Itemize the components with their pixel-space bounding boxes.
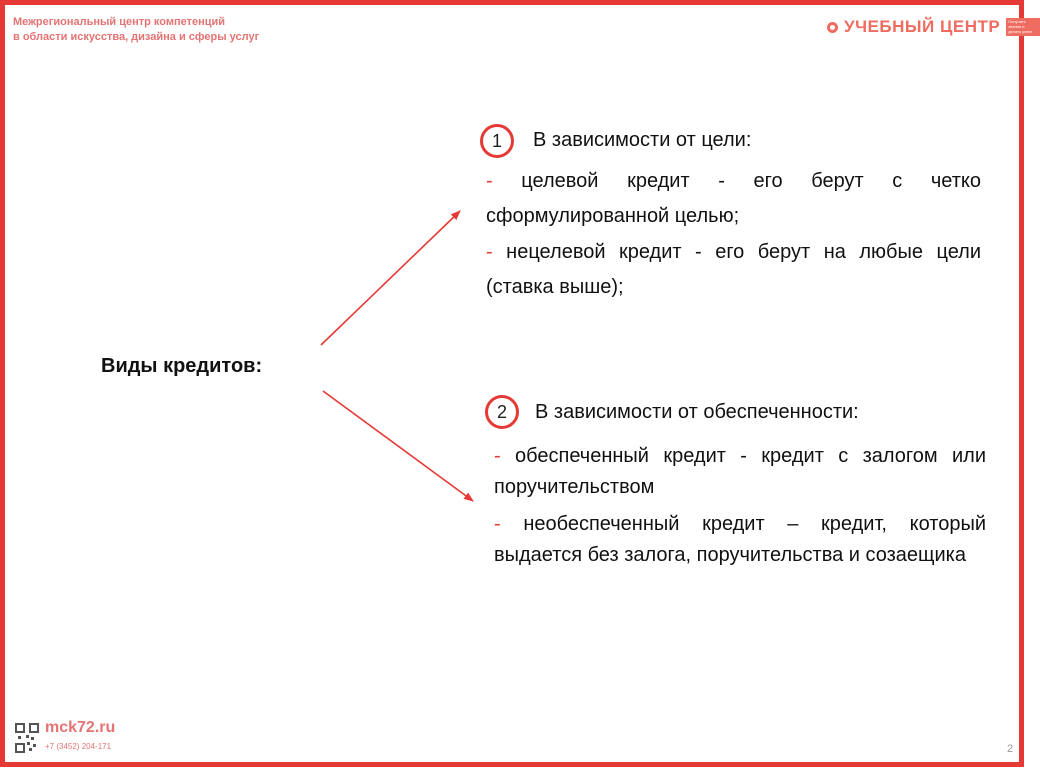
item-text: целевой кредит - его берут с четко сформулированной целью; bbox=[486, 170, 981, 227]
group-2-item-1 bbox=[494, 441, 986, 503]
page-title: Виды кредитов: bbox=[101, 355, 263, 377]
page-number: 2 bbox=[1007, 743, 1014, 755]
org-line-2: в области искусства, дизайна и сферы услуг bbox=[13, 31, 260, 43]
group-1-item-2 bbox=[486, 235, 981, 305]
item-text: обеспеченный кредит - кредит с залогом или поручительством bbox=[494, 445, 986, 498]
number-badge-2: 2 bbox=[485, 395, 519, 429]
arrows-diagram bbox=[5, 5, 1029, 772]
qr-code-icon bbox=[15, 723, 39, 753]
group-2-heading: В зависимости от обеспеченности: bbox=[535, 401, 859, 423]
group-2-item-2 bbox=[494, 509, 986, 571]
arrow-down bbox=[323, 391, 473, 501]
dash-marker: - bbox=[494, 445, 501, 467]
footer-phone: +7 (3452) 204-171 bbox=[45, 742, 112, 751]
footer-site: mck72.ru bbox=[45, 719, 116, 736]
dash-marker: - bbox=[486, 170, 493, 192]
arrow-up bbox=[321, 211, 460, 345]
brand-name: УЧЕБНЫЙ ЦЕНТР bbox=[844, 17, 1001, 36]
item-text: необеспеченный кредит – кредит, который выдается без залога, поручительства и созаещика bbox=[494, 513, 986, 566]
dash-marker: - bbox=[494, 513, 501, 535]
number-badge-1: 1 bbox=[480, 124, 514, 158]
org-line-1: Межрегиональный центр компетенций bbox=[13, 16, 226, 28]
item-text: нецелевой кредит - его берут на любые цели (ставка выше); bbox=[486, 241, 981, 298]
group-1-heading: В зависимости от цели: bbox=[533, 129, 752, 151]
dash-marker: - bbox=[486, 241, 493, 263]
group-1-item-1 bbox=[486, 164, 981, 234]
brand-tagline: Получать знания и делать успех bbox=[1006, 18, 1040, 36]
